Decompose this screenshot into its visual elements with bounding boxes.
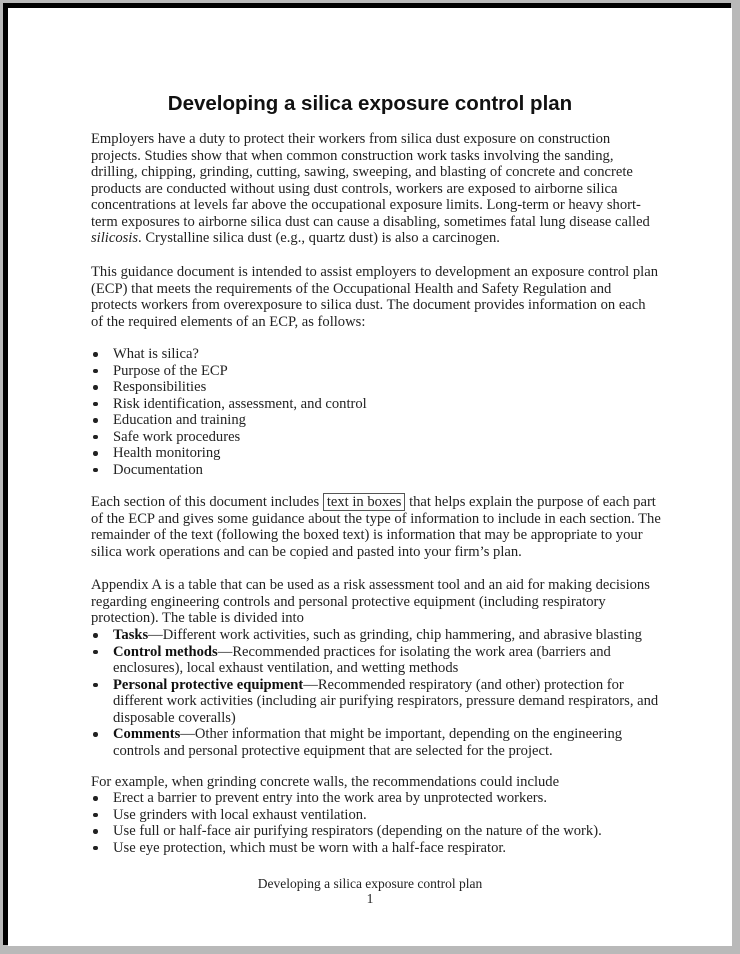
list-item: Use grinders with local exhaust ventilation. bbox=[113, 806, 367, 823]
footer-title: Developing a silica exposure control plan bbox=[257, 876, 483, 891]
division-term: Tasks bbox=[113, 627, 149, 643]
silicosis-term: silicosis bbox=[91, 230, 139, 246]
division-term: Personal protective equipment bbox=[113, 676, 304, 693]
boxed-text-example: text in boxes bbox=[323, 493, 406, 511]
list-item: Education and training bbox=[113, 412, 246, 428]
list-item: Personal protective equipment—Recommended respiratory (and other) protection for different work activities (including air purifying respirators, pressure demand respirators, and disposable coveralls) bbox=[113, 676, 659, 726]
example-recommendations-list bbox=[91, 790, 661, 856]
document-title: Developing a silica exposure control plan bbox=[167, 92, 573, 115]
list-item: Control methods—Recommended practices for isolating the work area (barriers and enclosures), local exhaust ventilation, and wetting methods bbox=[113, 643, 611, 676]
list-item: What is silica? bbox=[113, 346, 199, 362]
ecp-elements-list bbox=[91, 346, 661, 478]
list-item: Risk identification, assessment, and control bbox=[113, 395, 367, 412]
list-item: Erect a barrier to prevent entry into the work area by unprotected workers. bbox=[113, 790, 547, 806]
example-intro: For example, when grinding concrete walls, the recommendations could include bbox=[91, 774, 560, 790]
appendix-paragraph: Appendix A is a table that can be used as a risk assessment tool and an aid for making decisions regarding engineering controls and personal protective equipment (including respiratory protection). The table is divided into bbox=[91, 577, 650, 626]
guidance-paragraph: This guidance document is intended to assist employers to development an exposure control plan (ECP) that meets the requirements of the Occupational Health and Safety Regulation and protects workers from overexposure to silica dust. The document provides information on each of the required elements of an ECP, as follows: bbox=[91, 264, 658, 330]
intro-text: Employers have a duty to protect their workers from silica dust exposure on construction projects. Studies show that when common construction work tasks involving the sanding, drilling, chipping, grinding, cutting, sawing, sweeping, and blasting of concrete and concrete products are conducted without using dust controls, workers are exposed to airborne silica concentrations at levels far above the occupational exposure limits. Long-term or heavy short-term exposures to airborne silica dust can cause a disabling, sometimes fatal lung disease called bbox=[91, 131, 650, 230]
list-item: Responsibilities bbox=[113, 379, 207, 395]
list-item: Tasks—Different work activities, such as grinding, chip hammering, and abrasive blasting bbox=[113, 627, 642, 643]
page-number: 1 bbox=[366, 891, 374, 906]
table-divisions-list bbox=[91, 627, 661, 759]
list-item: Comments—Other information that might be important, depending on the engineering controls and personal protective equipment that are selected for the project. bbox=[113, 726, 623, 759]
division-term: Comments bbox=[113, 726, 181, 742]
list-item: Documentation bbox=[113, 461, 203, 478]
list-item: Safe work procedures bbox=[113, 428, 241, 445]
intro-paragraph bbox=[91, 131, 661, 247]
sections-paragraph: Each section of this document includes text in boxes that helps explain the purpose of each part of the ECP and gives some guidance about the type of information to include in each section. The remainder of the text (following the boxed text) is information that may be appropriate to your silica work operations and can be copied and pasted into your firm’s plan. bbox=[91, 494, 661, 560]
list-item: Use eye protection, which must be worn with a half-face respirator. bbox=[113, 839, 507, 856]
intro-text-end: . Crystalline silica dust (e.g., quartz dust) is also a carcinogen. bbox=[138, 230, 500, 246]
list-item: Purpose of the ECP bbox=[113, 362, 228, 379]
list-item: Health monitoring bbox=[113, 445, 221, 461]
list-item: Use full or half-face air purifying respirators (depending on the nature of the work). bbox=[113, 823, 602, 839]
division-term: Control methods bbox=[113, 643, 218, 660]
